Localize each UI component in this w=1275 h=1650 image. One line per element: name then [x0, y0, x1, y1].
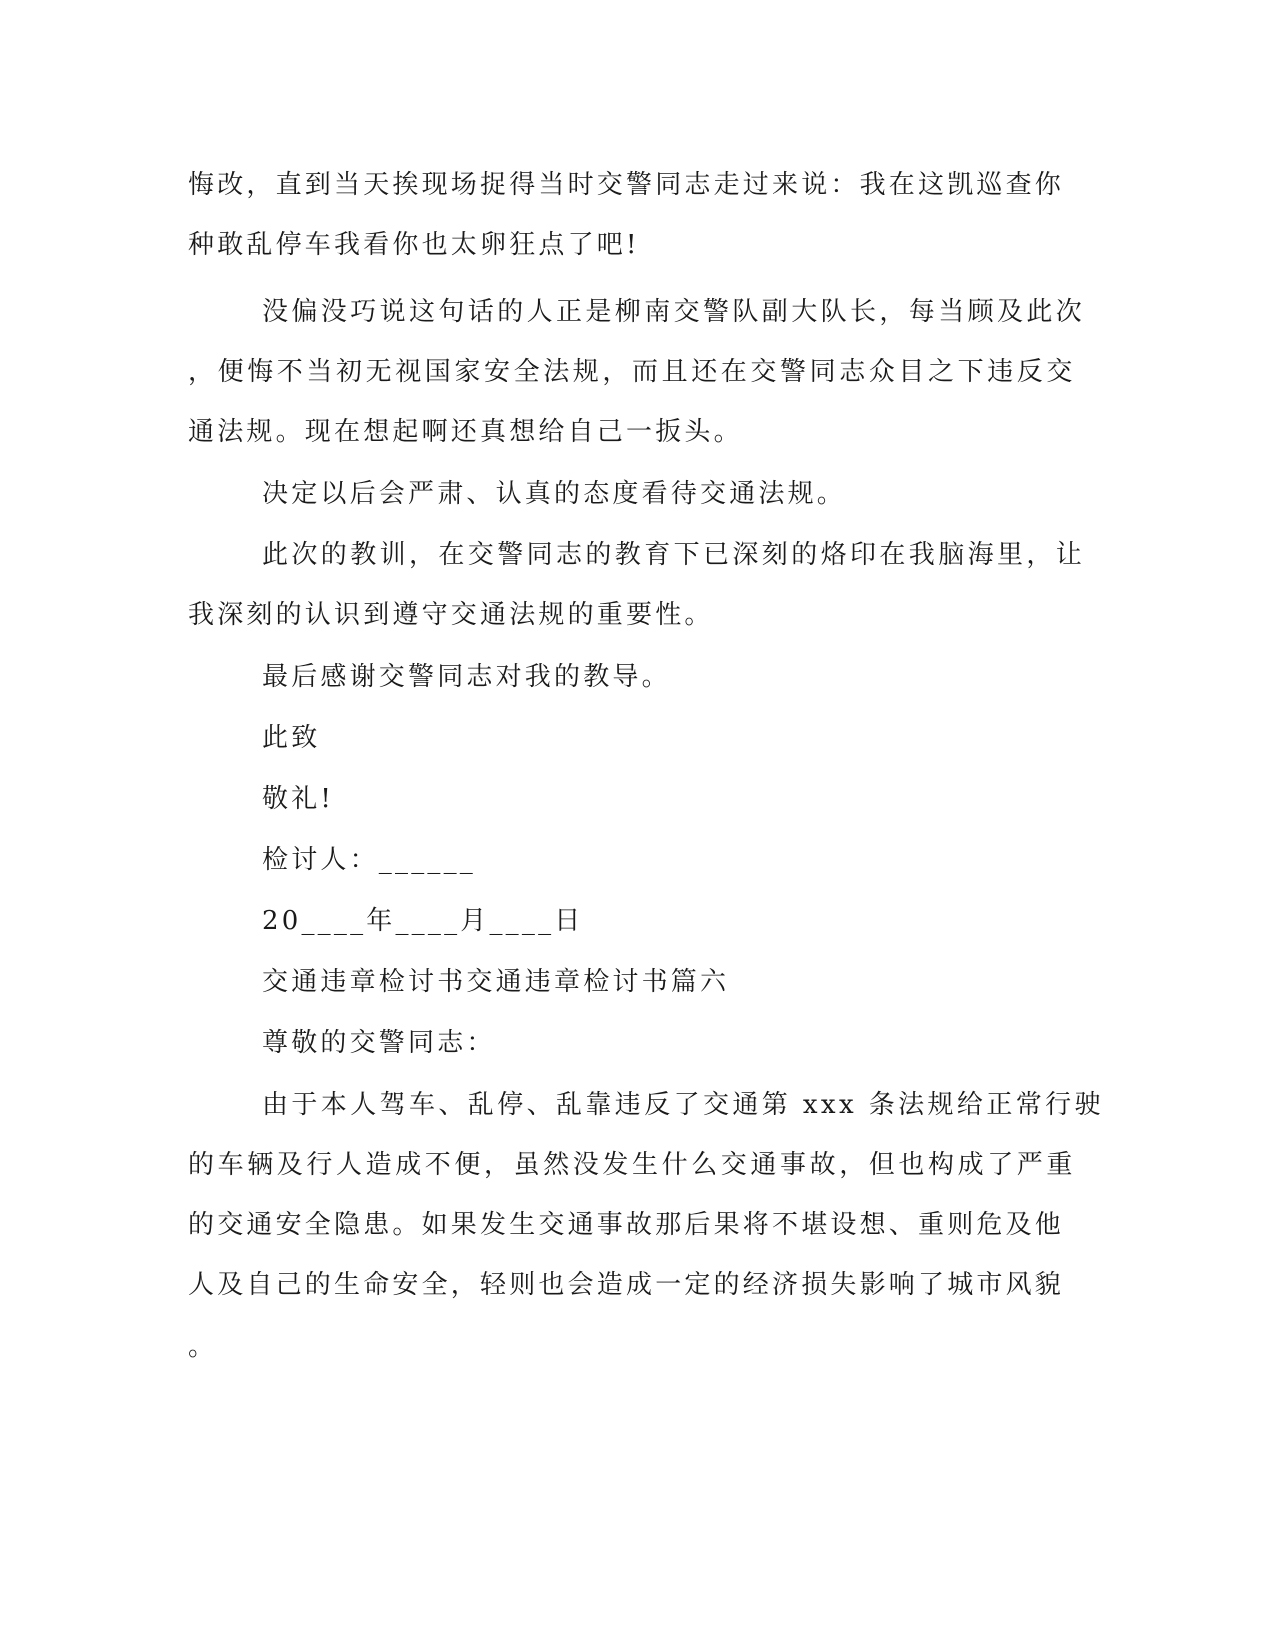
greeting-line: 尊敬的交警同志： — [262, 1028, 496, 1058]
section-title: 交通违章检讨书交通违章检讨书篇六 — [262, 967, 730, 997]
text-line: 的车辆及行人造成不便，虽然没发生什么交通事故，但也构成了严重 — [188, 1150, 1077, 1180]
text-line: 没偏没巧说这句话的人正是柳南交警队副大队长，每当顾及此次 — [262, 297, 1086, 327]
text-line: 。 — [188, 1332, 218, 1362]
text-line: 我深刻的认识到遵守交通法规的重要性。 — [188, 600, 714, 630]
text-line: 种敢乱停车我看你也太卵狂点了吧! — [188, 230, 640, 260]
salutation-closing: 此致 — [262, 723, 321, 753]
text-line: 人及自己的生命安全，轻则也会造成一定的经济损失影响了城市风貌 — [188, 1270, 1065, 1300]
text-line: 由于本人驾车、乱停、乱靠违反了交通第 xxx 条法规给正常行驶 — [262, 1090, 1104, 1120]
text-line: 悔改，直到当天挨现场捉得当时交警同志走过来说：我在这凯巡查你 — [188, 170, 1065, 200]
date-line: 20____年____月____日 — [262, 906, 584, 936]
salutation-regards: 敬礼! — [262, 784, 335, 814]
text-line: 通法规。现在想起啊还真想给自己一扳头。 — [188, 417, 743, 447]
text-line: 此次的教训，在交警同志的教育下已深刻的烙印在我脑海里，让 — [262, 540, 1086, 570]
text-line: ，便悔不当初无视国家安全法规，而且还在交警同志众目之下违反交 — [188, 357, 1077, 387]
signature-line: 检讨人：______ — [262, 845, 477, 875]
text-line: 决定以后会严肃、认真的态度看待交通法规。 — [262, 479, 847, 509]
text-line: 的交通安全隐患。如果发生交通事故那后果将不堪设想、重则危及他 — [188, 1210, 1065, 1240]
text-line: 最后感谢交警同志对我的教导。 — [262, 662, 671, 692]
